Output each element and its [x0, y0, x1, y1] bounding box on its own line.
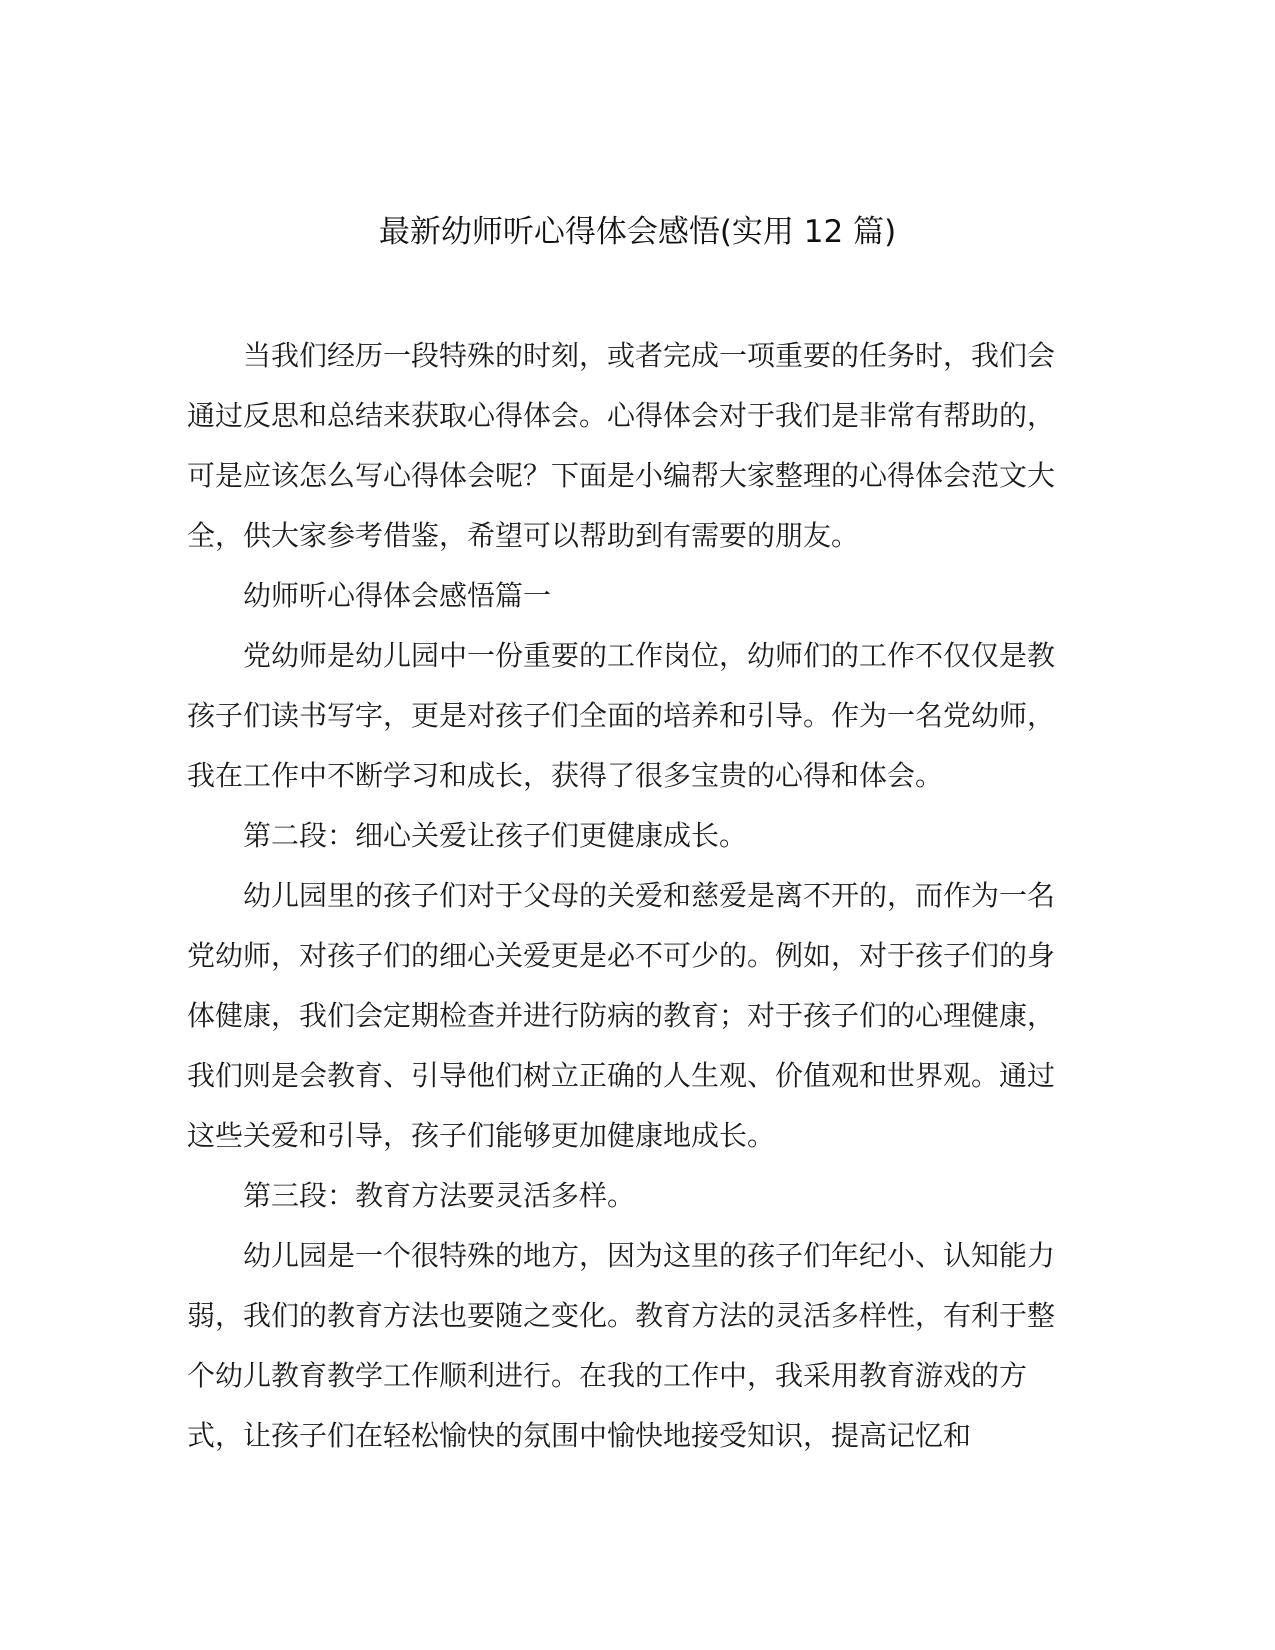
- section-heading-1: 幼师听心得体会感悟篇一: [243, 579, 552, 612]
- paragraph-3: 幼儿园是一个很特殊的地方，因为这里的孩子们年纪小、认知能力弱，我们的教育方法也要随之变化。教育方法的灵活多样性，有利于整个幼儿教育教学工作顺利进行。在我的工作中，我采用教育游戏的方式，让孩子们在轻松愉快的氛围中愉快地接受知识，提高记忆和: [187, 1239, 1056, 1452]
- paragraph-1: 党幼师是幼儿园中一份重要的工作岗位，幼师们的工作不仅仅是教孩子们读书写字，更是对孩子们全面的培养和引导。作为一名党幼师，我在工作中不断学习和成长，获得了很多宝贵的心得和体会。: [187, 639, 1056, 792]
- section-heading-3: 第三段：教育方法要灵活多样。: [243, 1179, 636, 1212]
- section-heading-2: 第二段：细心关爱让孩子们更健康成长。: [243, 819, 748, 852]
- paragraph-2: 幼儿园里的孩子们对于父母的关爱和慈爱是离不开的，而作为一名党幼师，对孩子们的细心关爱更是必不可少的。例如，对于孩子们的身体健康，我们会定期检查并进行防病的教育；对于孩子们的心理健康，我们则是会教育、引导他们树立正确的人生观、价值观和世界观。通过这些关爱和引导，孩子们能够更加健康地成长。: [187, 879, 1056, 1152]
- document-body: [187, 326, 1067, 1466]
- paragraph-intro: 当我们经历一段特殊的时刻，或者完成一项重要的任务时，我们会通过反思和总结来获取心得体会。心得体会对于我们是非常有帮助的，可是应该怎么写心得体会呢？下面是小编帮大家整理的心得体会范文大全，供大家参考借鉴，希望可以帮助到有需要的朋友。: [187, 339, 1056, 552]
- document-title: 最新幼师听心得体会感悟(实用 12 篇): [378, 214, 897, 250]
